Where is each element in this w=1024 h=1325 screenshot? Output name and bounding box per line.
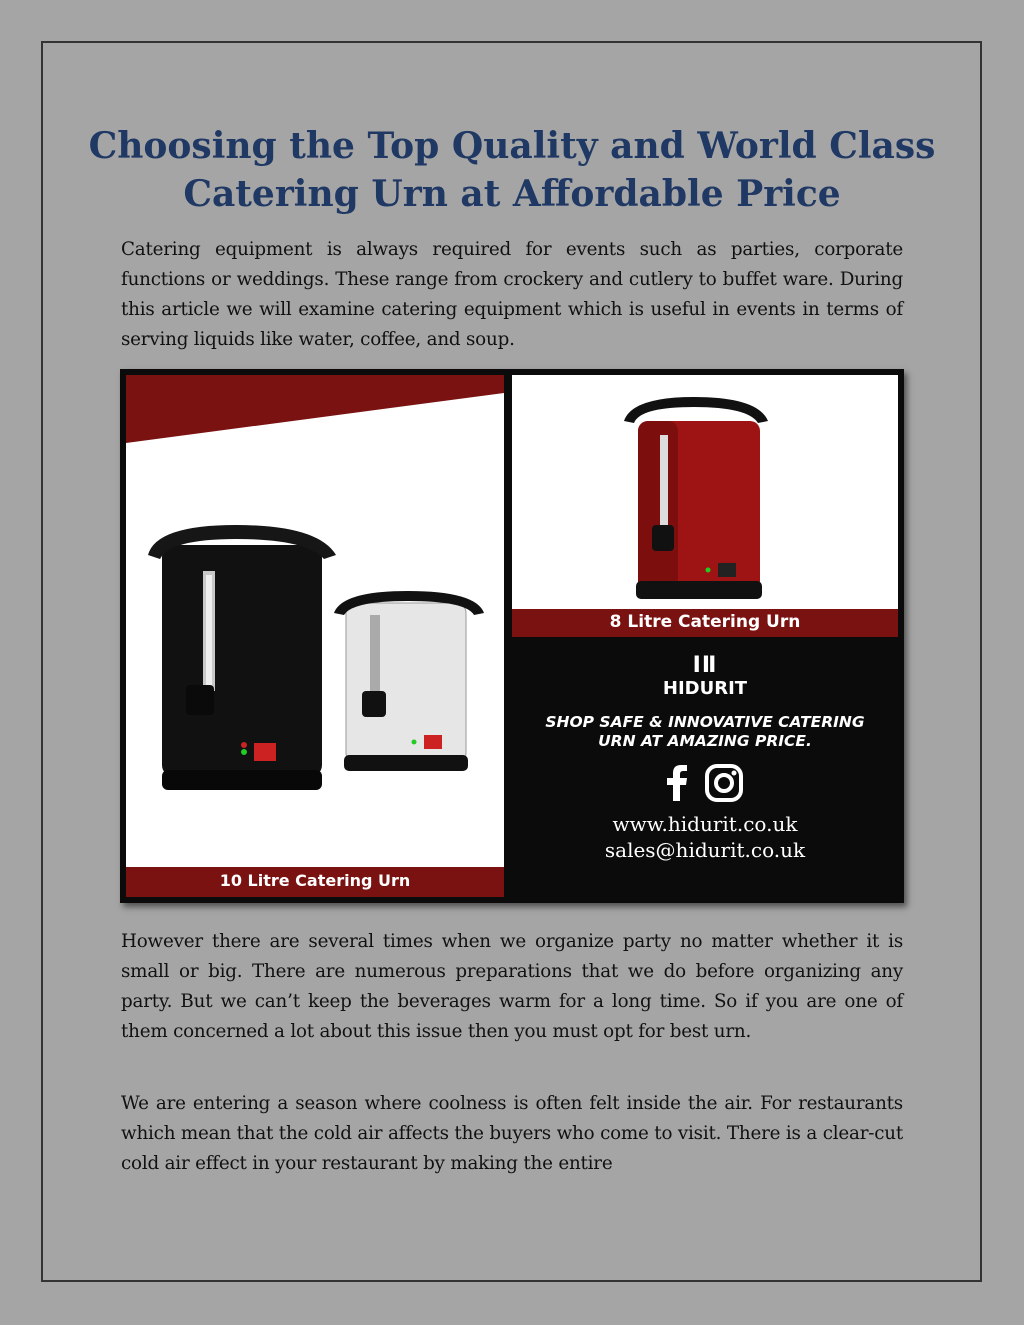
page-title: Choosing the Top Quality and World Class Catering Urn at Affordable Price xyxy=(88,125,936,215)
social-icons xyxy=(512,763,898,803)
paragraph-intro: Catering equipment is always required for events such as parties, corporate functions or weddings. These range from crockery and cutlery to buffet ware. During this article we will examine catering equipment which is useful in events in terms of serving liquids like water, coffee, and soup. xyxy=(121,239,903,350)
email-link[interactable]: sales@hidurit.co.uk xyxy=(604,838,806,862)
urn-8l-caption: 8 Litre Catering Urn xyxy=(512,606,898,637)
brand-logo-icon: ⅠⅡ xyxy=(692,653,718,678)
urn-10l-panel xyxy=(126,375,504,897)
urn-red-image xyxy=(512,375,898,609)
promo-image xyxy=(120,369,904,903)
instagram-icon[interactable] xyxy=(704,763,744,803)
paragraph-party: However there are several times when we organize party no matter whether it is small or big. There are numerous preparations that we do before organizing any party. But we can’t keep the beverages warm for a long time. So if you are one of them concerned a lot about this issue then you must opt for best urn. xyxy=(121,931,903,1042)
brand-name: HIDURIT xyxy=(662,678,748,699)
urn-black-image xyxy=(126,375,504,867)
brand-tagline: SHOP SAFE & INNOVATIVE CATERING URN AT AMAZING PRICE. xyxy=(545,713,865,750)
paragraph-season: We are entering a season where coolness is often felt inside the air. For restaurants which mean that the cold air affects the buyers who come to visit. There is a clear-cut cold air effect in your restaurant by making the entire xyxy=(121,1093,903,1174)
website-link[interactable]: www.hidurit.co.uk xyxy=(612,812,798,836)
urn-8l-panel xyxy=(512,375,898,637)
facebook-icon[interactable] xyxy=(666,765,688,801)
brand-panel xyxy=(512,641,898,897)
urn-10l-caption: 10 Litre Catering Urn xyxy=(126,864,504,897)
